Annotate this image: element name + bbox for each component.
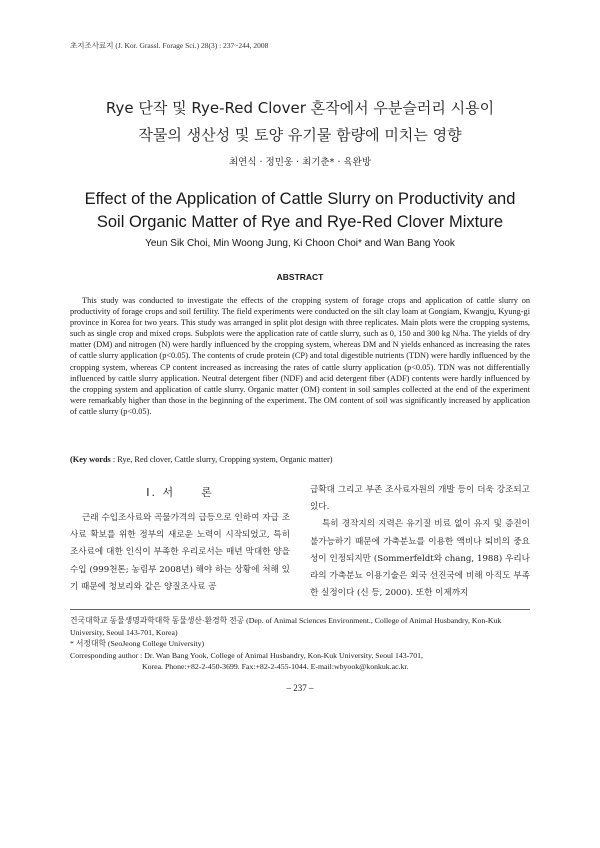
- intro-paragraph-1-continued: 급확대 그리고 부존 조사료자원의 개발 등이 더욱 강조되고 있다.: [310, 485, 530, 513]
- keywords-text: : Rye, Red clover, Cattle slurry, Cropping system, Organic matter): [110, 455, 333, 464]
- english-title-line-2: Soil Organic Matter of Rye and Rye-Red Clover Mixture: [96, 213, 504, 231]
- keywords: [70, 455, 530, 464]
- footnote-affiliation: [70, 615, 530, 638]
- footnote-divider: [70, 609, 530, 610]
- section-heading-introduction: Ⅰ. 서 론: [146, 486, 214, 499]
- keywords-label: (Key words: [70, 455, 111, 464]
- corresponding-label: Corresponding author :: [70, 650, 143, 660]
- intro-paragraph-2: 특히 경작지의 지력은 유기질 비료 없이 유지 및 증진이 불가능하기 때문에 가축분뇨를 이용한 액비나 퇴비의 중요성이 인정되지만 (Sommerfeldt와 chang, 1988) 우리나라의 가축분뇨 이용기술은 외국 선진국에 비해 아직도 부족한 실정이다 (신 등, 2000). 또한 이제까지: [310, 519, 530, 599]
- intro-right-column: [310, 482, 530, 602]
- english-title-line-1: Effect of the Application of Cattle Slurry on Productivity and: [84, 190, 516, 208]
- affiliation-english: (Dep. of Animal Sciences Environment., College of Animal Husbandry, Kon-Kuk University, Seoul 143-701, Korea): [70, 616, 502, 637]
- english-authors: Yeun Sik Choi, Min Woong Jung, Ki Choon Choi* and Wan Bang Yook: [145, 238, 455, 249]
- abstract-heading: ABSTRACT: [276, 272, 324, 282]
- korean-authors: 최연식 · 정민웅 · 최기춘* · 육완방: [228, 157, 372, 168]
- footnote-corresponding: [70, 650, 530, 662]
- affiliation-korean: 건국대학교 동물생명과학대학 동물생산·환경학 전공: [70, 616, 245, 625]
- intro-left-column: [70, 510, 290, 596]
- footnote-affiliation-2: * 서정대학 (SeoJeong College University): [70, 639, 205, 649]
- footnotes: [70, 615, 530, 673]
- corresponding-line-1: Dr. Wan Bang Yook, College of Animal Husbandry, Kon-Kuk University, Seoul 143-701,: [144, 650, 423, 660]
- journal-citation: 초지조사료지 (J. Kor. Grassl. Forage Sci.) 28(3) : 237~244, 2008: [70, 41, 269, 50]
- page-number: – 237 –: [286, 683, 314, 693]
- korean-title-line-1: Rye 단작 및 Rye-Red Clover 혼작에서 우분슬러리 시용이: [105, 99, 495, 117]
- corresponding-line-2: Korea. Phone:+82-2-450-3699. Fax:+82-2-455-1044. E-mail:wbyook@konkuk.ac.kr.: [142, 662, 409, 672]
- intro-paragraph-1: 근래 수입조사료와 곡물가격의 급등으로 인하여 자급 조사료 확보를 위한 정부의 새로운 노력이 시작되었고, 특히 조사료에 대한 인식이 부족한 우리로서는 매년 막대한 양을 수입 (999천톤; 농림부 2008년) 해야 하는 상황에 처해 있기 때문에 청보리와 같은 양질조사료 공: [70, 513, 290, 592]
- korean-title-line-2: 작물의 생산성 및 토양 유기물 함량에 미치는 영향: [138, 126, 462, 144]
- abstract-body: This study was conducted to investigate the effects of the cropping system of forage crops and application of cattle slurry on productivity of forage crops and soil fertility. The field experiments were conducted on the silt clay loam at Gongiam, Kwangju, Kyung-gi province in Korea for two years. This study was arranged in split plot design with three replicates. Main plots were the cropping systems, such as single crop and mixed crops. Subplots were the application rate of cattle slurry, such as 0, 150 and 300 kg N/ha. The yields of dry matter (DM) and nitrogen (N) were hardly influenced by the cropping system, whereas DM and N yields enhanced as increasing the rates of cattle slurry application (p<0.05). The contents of crude protein (CP) and total digestible nutrients (TDN) were hardly influenced by the cropping system, whereas CP content increased as increasing the rates of cattle slurry application (p<0.05). TDN was not differentially influenced by cattle slurry application. Neutral detergent fiber (NDF) and acid detergent fiber (ADF) contents were hardly influenced by the cropping system and application of cattle slurry. Organic matter (OM) content in soil samples collected at the end of the experiment were remarkably higher than those in the beginning of the experiment. The OM content of soil was significantly increased by application of cattle slurry (p<0.05).: [70, 296, 530, 416]
